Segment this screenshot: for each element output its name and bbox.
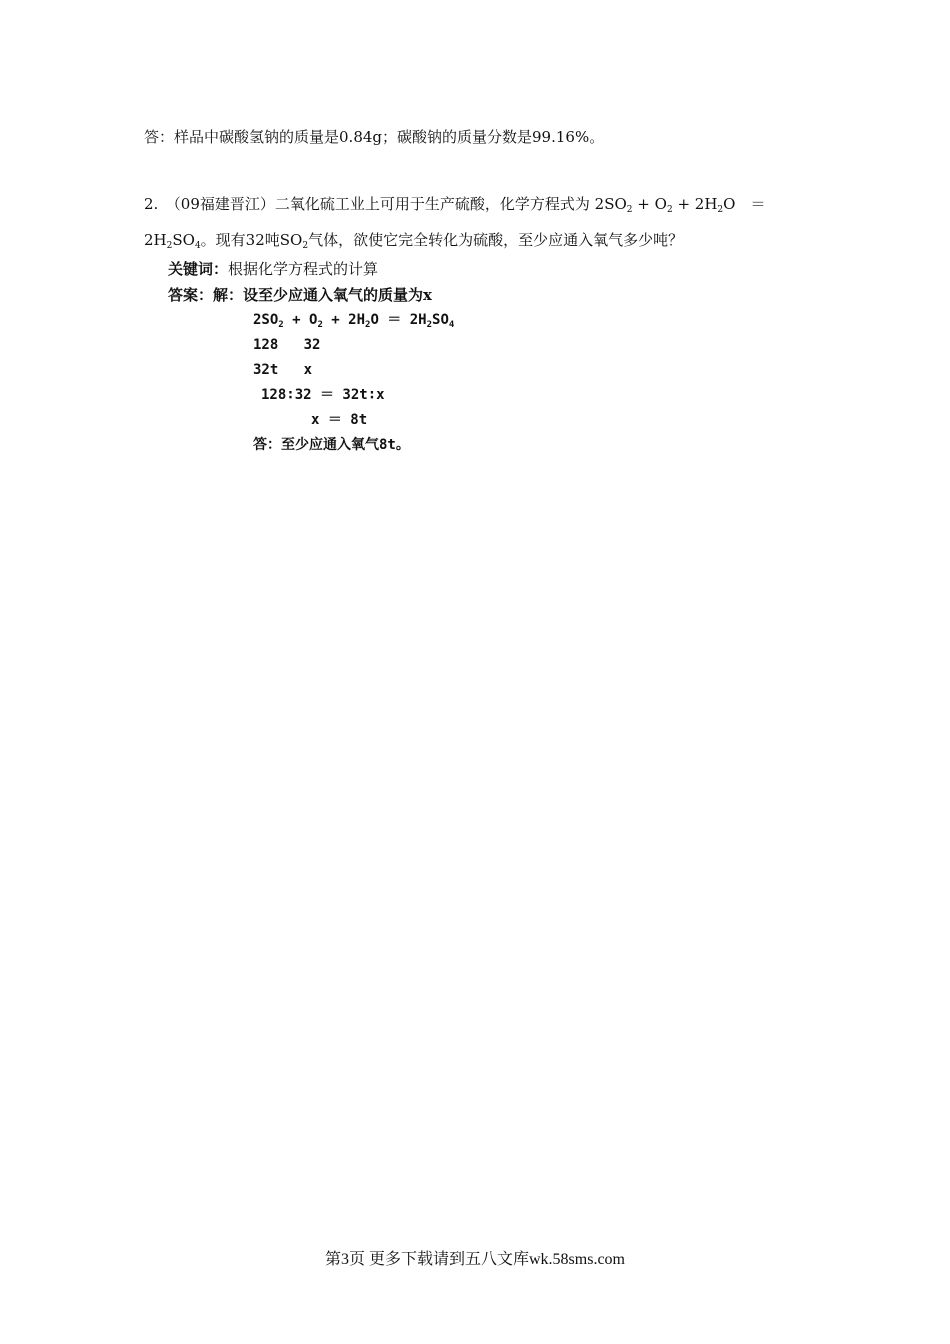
eq-part: SO [432, 312, 449, 328]
eq-part: + 2H [672, 195, 718, 213]
page-footer: 第3页 更多下载请到五八文库wk.58sms.com [324, 1251, 625, 1268]
eq-subscript: 2 [278, 320, 284, 330]
solution-mass-row: 128 32 [253, 337, 321, 353]
eq-part: 2SO [253, 312, 279, 328]
eq-part: O ＝ [723, 195, 766, 213]
solution-equation [253, 310, 454, 335]
keywords-label: 关键词： [168, 260, 229, 278]
eq-subscript: 2 [426, 320, 433, 330]
eq-part: + 2H [322, 312, 366, 328]
eq-part: 2H [144, 231, 167, 249]
eq-subscript: 2 [365, 320, 371, 330]
previous-answer: 答：样品中碳酸氢钠的质量是0.84g；碳酸钠的质量分数是99.16%。 [144, 128, 605, 146]
eq-subscript: 2 [302, 241, 309, 251]
question-line-1 [144, 194, 765, 220]
solution-ratio-row: 128∶32 ＝ 32t∶x [261, 387, 385, 403]
eq-subscript: 2 [666, 205, 673, 215]
solution-answer-row: 答：至少应通入氧气8t。 [253, 437, 410, 453]
keywords-value: 根据化学方程式的计算 [228, 260, 379, 278]
question-text: 气体，欲使它完全转化为硫酸，至少应通入氧气多少吨？ [308, 231, 684, 249]
eq-part: 2SO [594, 195, 627, 213]
eq-subscript: 2 [626, 205, 633, 215]
question-text: 2. （09福建晋江）二氧化硫工业上可用于生产硫酸，化学方程式为 [144, 195, 595, 213]
eq-subscript: 2 [717, 205, 724, 215]
solution-result-row: x ＝ 8t [311, 412, 368, 428]
eq-part: O ＝ 2H [370, 312, 427, 328]
eq-part: + O [283, 312, 318, 328]
eq-subscript: 2 [317, 320, 323, 330]
solution-given-row: 32t x [253, 362, 313, 378]
eq-part: + O [632, 195, 667, 213]
eq-subscript: 4 [194, 241, 201, 251]
keywords-line [168, 259, 378, 279]
eq-subscript: 4 [448, 320, 455, 330]
question-line-2 [144, 230, 683, 256]
eq-part: SO [172, 231, 195, 249]
question-text: 。现有32吨SO [200, 231, 303, 249]
answer-label: 答案：解：设至少应通入氧气的质量为x [168, 286, 432, 304]
eq-subscript: 2 [166, 241, 173, 251]
